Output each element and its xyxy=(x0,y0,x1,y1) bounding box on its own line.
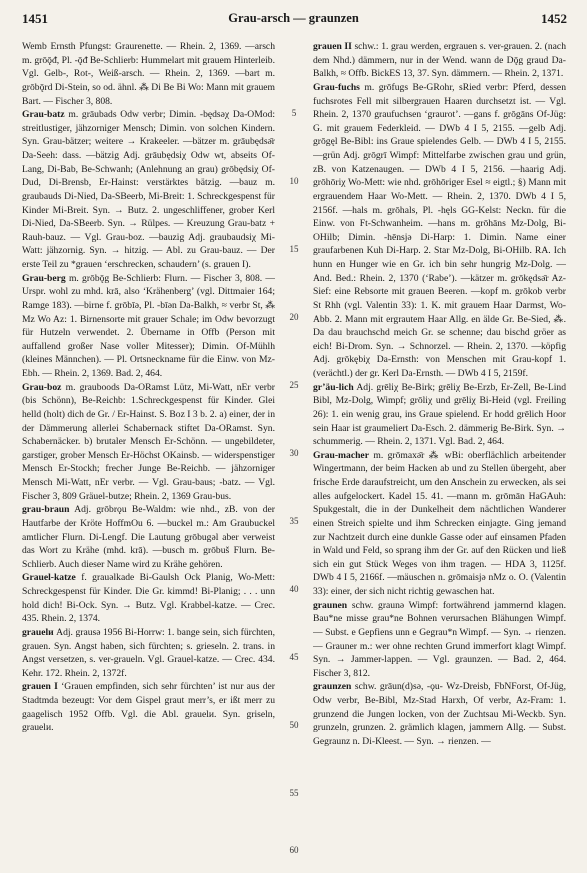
entry-text: Adj. grōbrǫu Be-Waldm: wie nhd., zB. von der Hautfarbe der Kröte HoffmOu 6. —buckel m.: Am Graubuckel amtlicher Flurn. Di-Lengf. Die Lautung grōbugǝl aber verweist das Wort zu Krähe (mhd. krā). —busch m. grōbuš Flurn. Be-Schlierb. Auch dieser Name wird zu Krähe gehören. xyxy=(22,504,275,570)
entry-text: Adj. grēliχ Be-Birk; grēliχ Be-Erzb, Er-Zell, Be-Lind Bibl, Mz-Dolg, Wimpf; grōliχ und grēliχ Bi-Heid (vgl. Freiling 26): 1. ein wenig grau, ins Graue spielend. Er hodd grēlich Hoor sein Haar ist graumeliert Da-Esch. 2. dämmerig Be-Birk. Syn. → schummerig. — Rhein. 2, 1371. Vgl. Bad. 2, 464. xyxy=(313,381,566,448)
page-header xyxy=(0,0,587,28)
line-number: 40 xyxy=(289,584,299,594)
entry-text: m. grauboods Da-ORamst Lütz, Mi-Watt, nEr verbr (bis Schönn), Be-Reichb: 1.Schreckgespenst für Kinder. Glei helld (holt) dich de Gr. / Er-Hainst. S. Boz I 3 b. 2. a) einer, der in der Dämmerung allerlei Schabernack stiftet Da-ORamst. Syn. Schabernäcker. b) brutaler Mensch Er-Schönn. — ungebildeter, garstiger, grober Mensch Er-Höchst OKainsb. — widerspenstiger Mensch Er-Stockh; frecher Junge Be-Reichb. — jähzorniger Mensch Mi-Watt, nEr verbr. — Vgl. Grau-baus; -batz. — Vgl. Fischer 3, 809 Gräuel-butze; Rhein. 2, 1369 Grau-bus. xyxy=(22,381,275,502)
line-number: 55 xyxy=(289,788,299,798)
entry-text: ‘Grauen empfinden, sich sehr fürchten’ ist nur aus der Stadtmda bezeugt: Vor dem Gispel graut merr’s, er ißt merr zu gaagelisch 1952 Offb. Vgl. die Abl. grauelи. Syn. griseln, grauelи. xyxy=(22,681,275,734)
left-column xyxy=(22,40,275,862)
entry-headword: gr’äu-lich xyxy=(313,381,354,393)
entry-text: Adj. grausǝ 1956 Bi-Horrw: 1. bange sein, sich fürchten, grauen. Syn. Angst haben, sich fürchten; s. grieseln. 2. trans. in Angst versetzen, s. ver-graueln. Vgl. Grauel-katze. — Crec. 434. Kehr. 172. Rhein. 2, 1372f. xyxy=(22,626,275,679)
line-number: 50 xyxy=(289,720,299,730)
entry-text: schw. graunǝ Wimpf: fortwährend jammernd klagen. Bau*ne misse grau*ne Bohnen verursachen Blähungen Wimpf. — Subst. e Gepfiens unn e Gegrau*n Wimpf. — Syn. → rienzen. — Grauner m.: wer ohne rechten Grund immerfort klagt Wimpf. Syn. → Jammer-lappen. — Vgl. graunzen. — Bad. 2, 464. Fischer 3, 812. xyxy=(313,599,566,679)
entry xyxy=(313,599,566,681)
page-number-right: 1452 xyxy=(541,11,567,26)
entry-text: m. grōfugs Be-GRohr, sRied verbr: Pferd, dessen fuchsrotes Fell mit silbergrauen Haaren durchsetzt ist. — Vgl. Rhein. 2, 1370 graufuchsen ‘graurot’. —gans f. grōgāns Of-Jüg: G. mit grauem Federkleid. — DWb 4 I 5, 2155. —gelb Adj. grōgęl Be-Bibl: ins Graue spielendes Gelb. — DWb 4 I 5, 2155. —grün Adj. grōgrī Wimpf: Mittelfarbe zwischen grau und grün, zB. von Katzenaugen. — DWb 4 I 5, 2156. —haarig Adj. grōhōriχ Wo-Mett: wie nhd. grōhōriger Esel ≈ eigtl.; §) Mann mit ergrauendem Haar Wo-Mett. — Rhein. 2, 1370. DWb 4 I 5, 2156f. —hals m. grōhals, Pl. -hęls GG-Kelst: Neckn. für die Einw. von Ft-Schwanheim. —hans m. grōhāns Mz-Dolg, Bi-OHilb; Dimin. -hēnsjǝ Di-Harp: 1. Dimin. Name einer graufarbenen Kuh Di-Harp. 2. Star Mz-Dolg, Bi-OHilb. RA. Ich hunn en Hunger wie en Gr. ich bin sehr hungrig Mz-Dolg. — And. Bed.: Rhein. 2, 1370 (‘Rabe’). —kätzer m. grōkędsǝ̄r Az-Sief: eine Rebsorte mit grauen Beeren. —kopf m. grōkob verbr St Rhh (vgl. Valentin 33): 1. K. mit grauem Haar Darmst, Wo-Abb. 2. Mann mit ergrautem Haar Allg. en älde Gr. Be-Sied, ⁂. Da dau brauchschd meich Gr. se schenne; dau bischd gröer as eich! Bi-Drom. Syn. → Schnorzel. — Rhein. 2, 1370. —köpfig Adj. grōkębiχ Da-Ernsth: von Menschen mit Grau-kopf 1. (verächtl.) der gr. Kerl Da-Ernsth. — DWb 4 I 5, 2159f. xyxy=(313,81,566,379)
entry xyxy=(22,503,275,571)
line-number: 45 xyxy=(289,652,299,662)
entry-text: Wemb Ernsth Pfungst: Graurenette. — Rhein. 2, 1369. —arsch m. grōǭᵭ, Pl. -ǭᵭ Be-Schlierb: Hummelart mit grauem Hinterleib. Vgl. Gelb-, Rot-, Weiß-arsch. — Rhein. 2, 1369. —bart m. grōbǭrd Di-Stein, so od. ähnl. ⁂ Di Be Bi Wo: Mann mit grauem Bart. — Fischer 3, 808. xyxy=(22,41,275,107)
entry-headword: graunen xyxy=(313,599,348,611)
line-number: 60 xyxy=(289,845,299,855)
entry-headword: grauelи xyxy=(22,626,54,638)
line-number-gutter xyxy=(280,40,308,862)
entry xyxy=(22,680,275,735)
entry xyxy=(313,680,566,748)
entry xyxy=(22,272,275,381)
entry xyxy=(22,626,275,681)
entry xyxy=(313,81,566,381)
entry xyxy=(22,571,275,626)
running-head: Grau-arsch — graunzen xyxy=(228,11,359,25)
entry-headword: grauen II xyxy=(313,41,352,52)
line-number: 10 xyxy=(289,176,299,186)
entry-text: m. grōmaxǝ̄r ⁂ wBi: oberflächlich arbeitender Wingertmann, der beim Hacken ab und zu Stellen übergeht, aber frische Erde daraufstreicht, um den Anschein zu erwecken, als sei alles aufgelockert. Kadel 15. 41. —mann m. grōmān HaGAuh: Spukgestalt, die in der Dunkelheit dem nächtlichen Wanderer einen Streich spielte und ihm Schrecken einjagte. Ging jemand zur Nachtzeit durch eine dunkle Gasse oder auf einsamen Pfaden in Wald und Feld, so sprang ihm der Gr. auf den Rücken und ließ sich ein gut Stück Weges von ihm tragen. — HDA 3, 1125f. DWb 4 I 5, 2166f. —mäuschen n. grōmaisjǝ nMz o. O. (Valentin 33): einer, der sich nicht richtig gewaschen hat. xyxy=(313,449,566,597)
entry-text: m. grāubads Odw verbr; Dimin. -będsǝχ Da-OMod: streitlustiger, jähzorniger Mensch; Dimin. von solchen Kindern. Syn. Grau-bätzer; weitere → Krakeeler. —bätzer m. grāubędsǝ̄r Da-Seeh: dass. —bätzig Adj. grāubędsiχ Odw wt, abseits Of-Lang, Di-Bab, Be-Schwanh; (Anlehnung an grau) grōbędsiχ Of-Dud, Di-Brensb, Er-Hainst: verstärktes bätzig. —bauz m. graubauds Di-Nied, Da-SBeerb, Mi-Breit: 1. Schreckgespenst für Kinder Mi-Breit. Syn. → Butz. 2. ungeschliffener, grober Kerl Di-Nied, Da-SBeerb. Syn. → Rülpes. — Kreuzung Grau-batz + Rauh-bauz. — Vgl. Grau-boz. —bauzig Adj. graubaudsiχ Mi-Watt: jähzornig. Syn. → hitzig. — Abl. zu Grau-bauz. — Der erste Teil zu *grauen ‘erschrecken, schaudern’ (s. grauen I). xyxy=(22,109,275,270)
entry-headword: Grauel-katze xyxy=(22,572,76,584)
entry-headword: Grau-batz xyxy=(22,109,65,121)
line-number: 35 xyxy=(289,516,299,526)
entry-text: f. grauǝlkade Bi-Gaulsh Ock Planig, Wo-Mett: Schreckgespenst für Kinder. Die Gr. kimmd! Bi-Planig; . . . unn hold dich! Bi-Ock. Syn. → Butz. Vgl. Krabbel-katze. — Crec. 435. Rhein. 2, 1374. xyxy=(22,572,275,625)
entry xyxy=(22,40,275,108)
entry-headword: graunzen xyxy=(313,681,352,693)
entry-text: schw.: 1. grau werden, ergrauen s. ver-grauen. 2. (nach dem Nhd.) dämmern, nur in der Wend. wann de Dǭg graud Da-Balkh, ≈ Offb. BickES 13, 37. Syn. dämmern. — Rhein. 2, 1371. xyxy=(313,41,566,80)
line-number: 25 xyxy=(289,380,299,390)
entry xyxy=(313,40,566,81)
line-number: 15 xyxy=(289,244,299,254)
entry-text: m. grōbǭg Be-Schlierb: Flurn. — Fischer 3, 808. — Urspr. wohl zu mhd. krā, also ‘Krähenberg’ (vgl. Dittmaier 164; Ramge 183). —birne f. grōbīǝ, Pl. -bīǝn Da-Balkh, ≈ verbr St, ⁂ Mz Wo Az: 1. Birnensorte mit grauer Schale; im Odw bevorzugt für Hutzeln verwendet. 2. Übername in Offb (Person mit auffallend großer Nase voller Mitesser); Dimin. Of-Mühlh (kleines Männchen). — Pl. Ortsneckname für die Einw. von Mz-Ebh. — Rhein. 2, 1369. Bad. 2, 464. xyxy=(22,272,275,379)
entry-headword: grauen I xyxy=(22,681,58,693)
entry-headword: grau-braun xyxy=(22,504,70,516)
entry-headword: Grau-berg xyxy=(22,272,66,284)
page-number-left: 1451 xyxy=(22,11,48,26)
entry-headword: Grau-boz xyxy=(22,381,62,393)
entry-headword: Grau-fuchs xyxy=(313,81,360,93)
entry xyxy=(313,381,566,449)
line-number: 20 xyxy=(289,312,299,322)
entry-text: schw. grāun(d)sǝ, -ǫu- Wz-Dreisb, FbNForst, Of-Jüg, Odw verbr, Be-Bibl, Mz-Stad Harxh, Of verbr, Az-Fram: 1. grunzend die Jungen locken, von der Zuchtsau Mi-Weckb. Syn. grunzeln, grunzen. 2. grämlich klagen, jammern Allg. — Subst. Gegraunz n. Di-Kleest. — Syn. → rienzen. — xyxy=(313,681,566,747)
line-number: 30 xyxy=(289,448,299,458)
right-column xyxy=(313,40,566,862)
entry-headword: Grau-macher xyxy=(313,449,369,461)
entry xyxy=(313,449,566,599)
entry xyxy=(22,381,275,504)
entry xyxy=(22,108,275,272)
line-number: 5 xyxy=(291,108,297,118)
